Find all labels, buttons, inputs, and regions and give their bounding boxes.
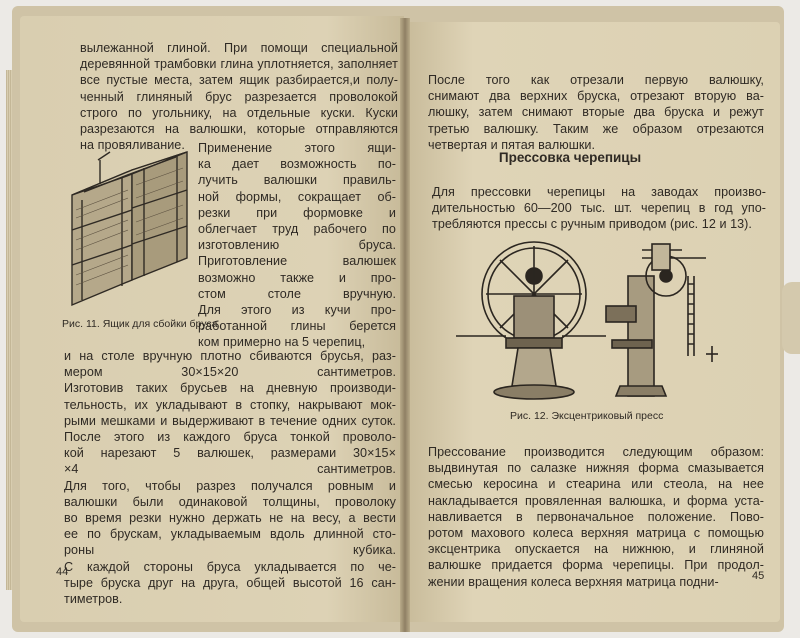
box-illustration xyxy=(62,140,196,310)
text-line: все пустые места, затем ящик разбирается,и полу- xyxy=(80,73,398,88)
text-line: ее по брускам, укладываемым вдоль длинной сто- xyxy=(64,527,396,542)
text-line: люшку, затем снимают вторые два бруска и режут xyxy=(428,105,764,120)
text-line: навливается в первоначальное положение. Пово- xyxy=(428,509,764,524)
text-line: вылежанной глиной. При помощи специальной xyxy=(80,41,398,55)
text-line: накладывается провяленная валюшка, и форма уста- xyxy=(428,493,764,508)
text-line: ной формы, сокращает об- xyxy=(198,189,396,204)
left-bottom-paragraph xyxy=(64,348,396,607)
left-top-paragraph xyxy=(80,40,398,153)
text-line: ченный глиняный брус разрезается проволокой xyxy=(80,89,398,104)
right-bottom-paragraph xyxy=(428,444,764,590)
text-line: Для этого из кучи про- xyxy=(198,303,396,318)
text-line: роны кубика. xyxy=(64,543,396,558)
text-line: четвертая и пятая валюшки. xyxy=(428,137,596,152)
text-line: резки при формовке и xyxy=(198,205,396,220)
book-gutter xyxy=(400,18,410,632)
text-line: Для прессовки черепицы на заводах произво- xyxy=(432,185,766,199)
text-line: После того как отрезали первую валюшку, xyxy=(428,73,764,87)
text-line: ком примерно на 5 черепиц, xyxy=(198,335,366,350)
section-heading: Прессовка черепицы xyxy=(498,150,642,165)
text-line: и на столе вручную плотно сбиваются брусья, раз- xyxy=(64,349,396,363)
text-line: Изготовив таких брусьев на дневную производи- xyxy=(64,381,396,396)
text-line: стом столе вручную. xyxy=(198,286,396,301)
text-line: строго по угольнику, на отдельные куски. Куски xyxy=(80,105,398,120)
text-line: третью валюшку. Таким же образом отрезаются xyxy=(428,121,764,136)
text-line: тельность, их укладывают в стопку, накрывают мок- xyxy=(64,397,396,412)
text-line: смесью керосина и стеарина или стеола, на нее xyxy=(428,477,764,492)
text-line: С каждой стороны бруса укладывается по че- xyxy=(64,559,396,574)
text-line: рыми мешками и выдерживают в течение одних суток. xyxy=(64,413,396,428)
text-line: ротом махового колеса верхняя матрица с помощью xyxy=(428,526,764,541)
text-line: изготовлению бруса. xyxy=(198,238,396,253)
text-line: Применение этого ящи- xyxy=(198,141,396,155)
text-line: деревянной трамбовки глина уплотняется, заполняет xyxy=(80,57,398,72)
left-side-paragraph xyxy=(198,140,396,351)
text-line: жении вращения колеса верхняя матрица подни- xyxy=(428,574,719,589)
text-line: эксцентрика опускается на нижнюю, и глиняной xyxy=(428,542,764,557)
right-intro-paragraph xyxy=(432,184,766,233)
text-line: требляются прессы с ручным приводом (рис. 12 и 13). xyxy=(432,217,752,232)
text-line: тыре бруска друг на друга, общей высотой 16 сан- xyxy=(64,575,396,590)
text-line: облегчает труд рабочего по xyxy=(198,222,396,237)
text-line: снимают два верхних бруска, отрезают вторую ва- xyxy=(428,89,764,104)
text-line: разрезаются на валюшки, которые отправляются xyxy=(80,122,398,137)
press-illustration xyxy=(456,236,726,404)
text-line: возможно также и про- xyxy=(198,270,396,285)
text-line: дительностью 60—200 тыс. шт. черепиц в год упо- xyxy=(432,201,766,216)
text-line: Прессование производится следующим образом: xyxy=(428,445,764,459)
left-page-number: 44 xyxy=(56,566,69,578)
text-line: тиметров. xyxy=(64,592,123,607)
text-line: валюшке придается форма черепицы. При продол- xyxy=(428,558,764,573)
text-line: работанной глины берется xyxy=(198,319,396,334)
text-line: на провяливание. xyxy=(80,138,185,153)
text-line: валюшки были одинаковой толщины, проволоку xyxy=(64,494,396,509)
text-line: во время резки нужно держать не на весу, а вести xyxy=(64,511,396,526)
figure-12-caption: Рис. 12. Эксцентриковый пресс xyxy=(510,410,664,422)
page-tab xyxy=(782,282,800,354)
text-line: кой нарезают 5 валюшек, размерами 30×15× xyxy=(64,446,396,461)
text-line: мером 30×15×20 сантиметров. xyxy=(64,365,396,380)
figure-11-caption: Рис. 11. Ящик для сбойки бруса xyxy=(62,318,218,330)
text-line: ка дает возможность по- xyxy=(198,157,396,172)
text-line: лучить валюшки правиль- xyxy=(198,173,396,188)
text-line: После этого из каждого бруса тонкой проволо- xyxy=(64,430,396,445)
text-line: Приготовление валюшек xyxy=(198,254,396,269)
text-line: выдвинутая по салазке нижняя форма смазывается xyxy=(428,461,764,476)
page-edges xyxy=(6,70,12,590)
right-page-number: 45 xyxy=(752,570,765,582)
text-line: Для того, чтобы разрез получался ровным и xyxy=(64,478,396,493)
text-line: ×4 сантиметров. xyxy=(64,462,396,477)
right-top-paragraph xyxy=(428,72,764,153)
